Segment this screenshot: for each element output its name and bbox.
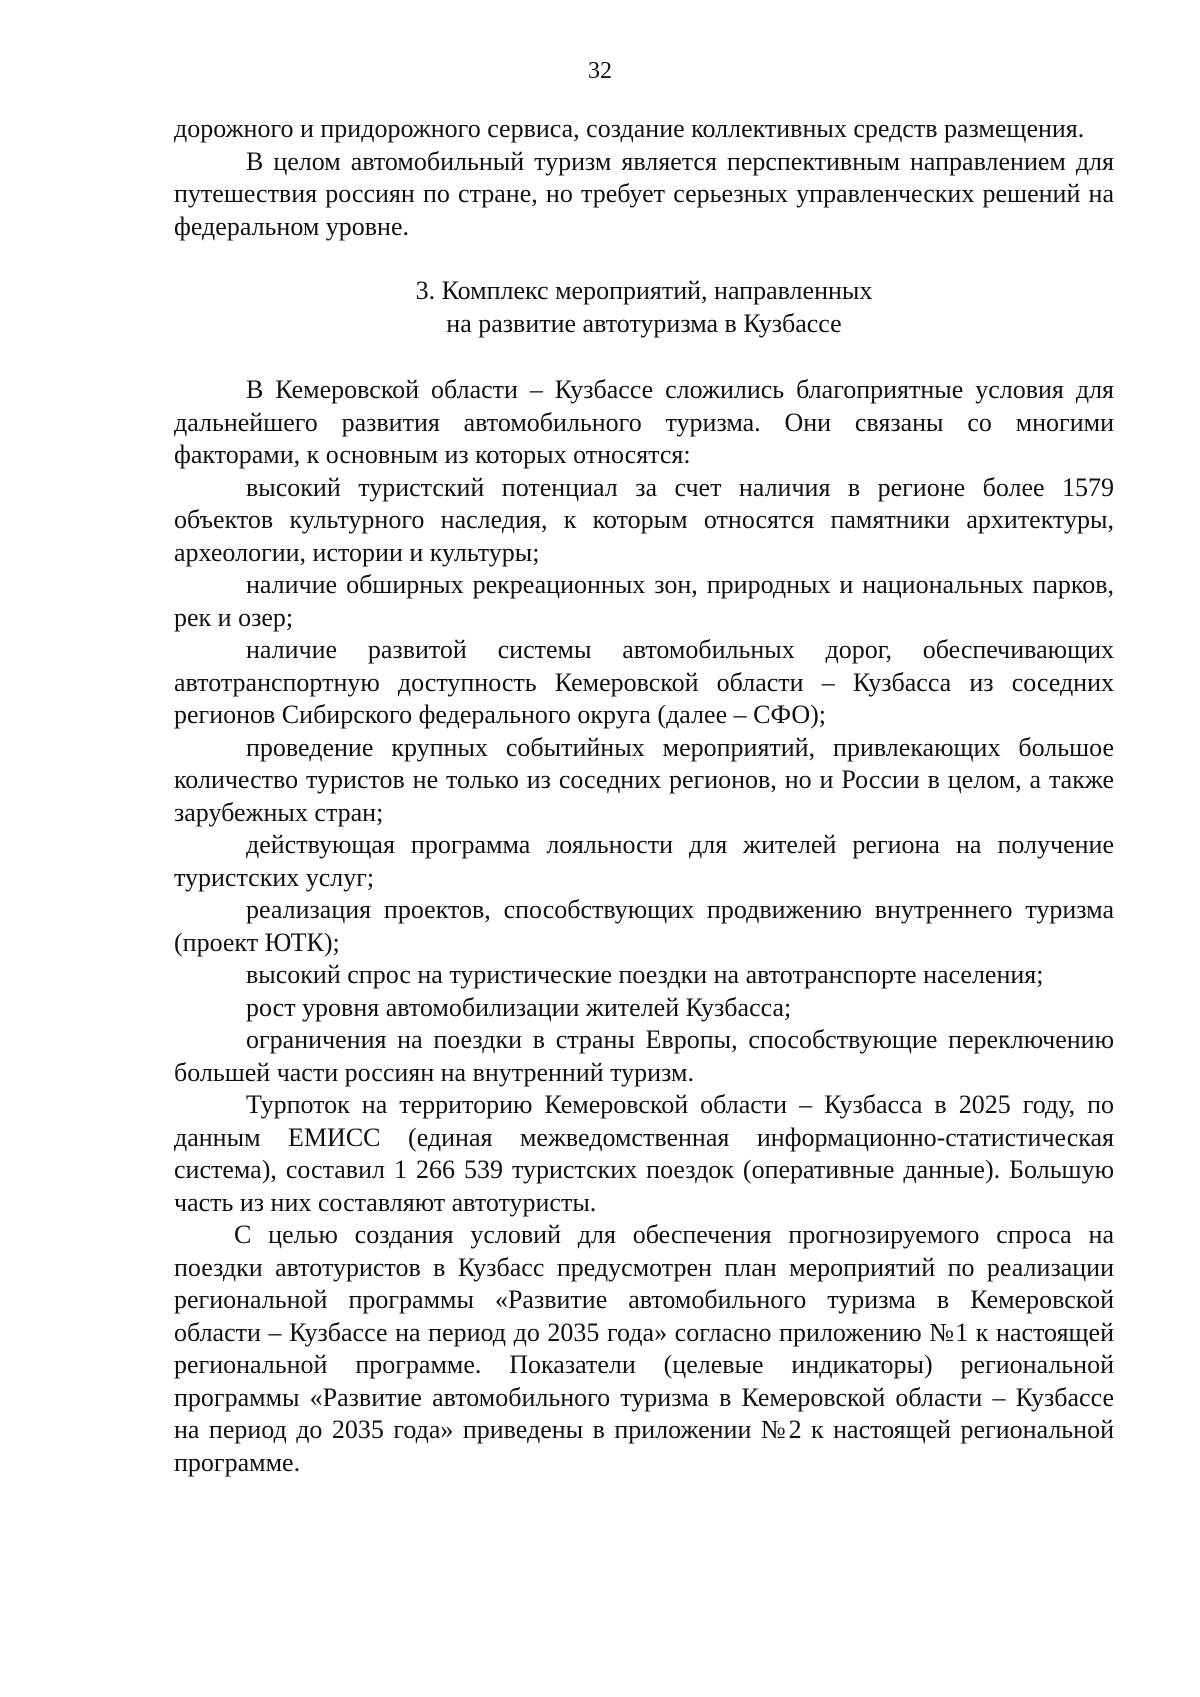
paragraph: С целью создания условий для обеспечения прогнозируемого спроса на поездки автотуристов в Кузбасс предусмотрен план мероприятий по реализации региональной программы «Развитие автомобильного туризма в Кемеровской области – Кузбассе на период до 2035 года» согласно приложению №1 к настоящей региональной программе. Показатели (целевые индикаторы) региональной программы «Развитие автомобильного туризма в Кемеровской области – Кузбассе на период до 2035 года» приведены в приложении №2 к настоящей региональной программе. xyxy=(174,1220,1114,1477)
list-item: высокий туристский потенциал за счет наличия в регионе более 1579 объектов культурного наследия, к которым относятся памятники архитектуры, археологии, истории и культуры; xyxy=(174,472,1114,567)
list-item: высокий спрос на туристические поездки на автотранспорте населения; xyxy=(246,960,1044,989)
list-item: наличие развитой системы автомобильных дорог, обеспечивающих автотранспортную доступность Кемеровской области – Кузбасса из соседних регионов Сибирского федерального округа (далее – СФО); xyxy=(174,635,1114,729)
list-item: действующая программа лояльности для жителей региона на получение туристских услуг; xyxy=(174,830,1114,892)
section-heading-line-1: 3. Комплекс мероприятий, направленных xyxy=(415,276,873,305)
section-heading xyxy=(174,275,1114,340)
paragraph: Турпоток на территорию Кемеровской области – Кузбасса в 2025 году, по данным ЕМИСС (единая межведомственная информационно-статистическая система), составил 1 266 539 туристских поездок (оперативные данные). Большую часть из них составляют автотуристы. xyxy=(174,1090,1114,1217)
list-item: наличие обширных рекреационных зон, природных и национальных парков, рек и озер; xyxy=(174,570,1114,632)
document-body xyxy=(174,113,1114,1479)
section-heading-line-2: на развитие автотуризма в Кузбассе xyxy=(446,308,842,338)
list-item: реализация проектов, способствующих продвижению внутреннего туризма (проект ЮТК); xyxy=(174,895,1114,957)
paragraph-continuation: дорожного и придорожного сервиса, создание коллективных средств размещения. xyxy=(174,114,1085,143)
list-item: проведение крупных событийных мероприятий, привлекающих большое количество туристов не только из соседних регионов, но и России в целом, а также зарубежных стран; xyxy=(174,732,1114,827)
paragraph: В целом автомобильный туризм является перспективным направлением для путешествия россиян по стране, но требует серьезных управленческих решений на федеральном уровне. xyxy=(174,146,1114,241)
paragraph: В Кемеровской области – Кузбассе сложились благоприятные условия для дальнейшего развития автомобильного туризма. Они связаны со многими факторами, к основным из которых относятся: xyxy=(174,375,1114,469)
list-item: рост уровня автомобилизации жителей Кузбасса; xyxy=(246,992,792,1022)
list-item: ограничения на поездки в страны Европы, способствующие переключению большей части россиян на внутренний туризм. xyxy=(174,1025,1114,1087)
page-number: 32 xyxy=(588,58,612,84)
